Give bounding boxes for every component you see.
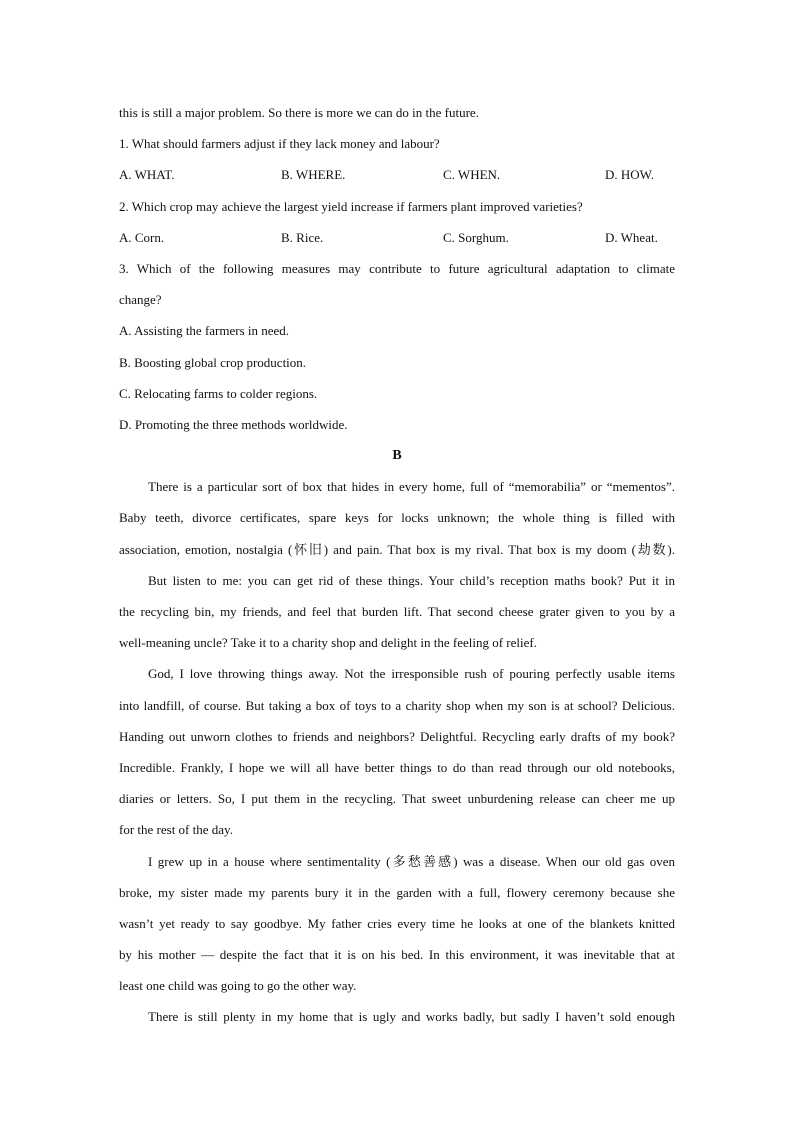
- question-1-option-b[interactable]: B. WHERE.: [281, 167, 346, 183]
- question-3-stem-line-1: 3. Which of the following measures may contribute to future agricultural adaptation to climate: [119, 260, 675, 276]
- question-3-stem-line-2: change?: [119, 292, 162, 308]
- question-2-stem: 2. Which crop may achieve the largest yield increase if farmers plant improved varieties?: [119, 198, 583, 214]
- question-1-option-c[interactable]: C. WHEN.: [443, 167, 501, 183]
- question-2-option-b[interactable]: B. Rice.: [281, 229, 324, 245]
- paragraph-line: by his mother — despite the fact that it is on his bed. In this environment, it was inevitable that at: [119, 947, 675, 963]
- question-1-option-a[interactable]: A. WHAT.: [119, 167, 175, 183]
- passage-paragraph-1: [119, 471, 675, 565]
- question-2-option-a[interactable]: A. Corn.: [119, 229, 165, 245]
- question-2-option-c[interactable]: C. Sorghum.: [443, 229, 509, 245]
- paragraph-line: wasn’t yet ready to say goodbye. My father cries every time he looks at one of the blankets knitted: [119, 915, 675, 931]
- question-2-options: [119, 222, 675, 253]
- paragraph-line: least one child was going to go the other way.: [119, 978, 357, 994]
- document-page: [119, 97, 675, 1033]
- paragraph-line: There is still plenty in my home that is ugly and works badly, but sadly I haven’t sold enough: [148, 1009, 675, 1025]
- passage-paragraph-4: [119, 846, 675, 1002]
- paragraph-line: Baby teeth, divorce certificates, spare keys for locks unknown; the whole thing is filled with: [119, 510, 675, 526]
- carryover-text: this is still a major problem. So there is more we can do in the future.: [119, 105, 479, 120]
- paragraph-line: association, emotion, nostalgia (怀旧) and pain. That box is my rival. That box is my doom (劫数).: [119, 541, 675, 557]
- question-3-option-b[interactable]: B. Boosting global crop production.: [119, 354, 307, 370]
- question-3-option-c[interactable]: C. Relocating farms to colder regions.: [119, 385, 318, 401]
- question-2-option-d[interactable]: D. Wheat.: [605, 229, 658, 245]
- paragraph-line: for the rest of the day.: [119, 822, 233, 838]
- section-b-title: B: [392, 448, 402, 464]
- paragraph-line: well-meaning uncle? Take it to a charity shop and delight in the feeling of relief.: [119, 635, 537, 651]
- paragraph-line: into landfill, of course. But taking a box of toys to a charity shop when my son is at school? Delicious.: [119, 697, 675, 713]
- paragraph-line: broke, my sister made my parents bury it in the garden with a full, flowery ceremony because she: [119, 884, 675, 900]
- question-1-stem: 1. What should farmers adjust if they lack money and labour?: [119, 136, 440, 152]
- paragraph-line: diaries or letters. So, I put them in the recycling. That sweet unburdening release can cheer me up: [119, 791, 675, 807]
- paragraph-line: the recycling bin, my friends, and feel that burden lift. That second cheese grater given to you by a: [119, 604, 675, 619]
- passage-paragraph-5: [119, 1001, 675, 1032]
- paragraph-line: I grew up in a house where sentimentality (多愁善感) was a disease. When our old gas oven: [148, 853, 675, 869]
- paragraph-line: Handing out unworn clothes to friends and neighbors? Delightful. Recycling early drafts of my book?: [119, 728, 675, 744]
- paragraph-line: But listen to me: you can get rid of these things. Your child’s reception maths book? Put it in: [148, 572, 675, 588]
- question-1-option-d[interactable]: D. HOW.: [605, 167, 654, 183]
- paragraph-line: God, I love throwing things away. Not the irresponsible rush of pouring perfectly usable items: [148, 666, 675, 682]
- question-3-option-a[interactable]: A. Assisting the farmers in need.: [119, 323, 290, 339]
- question-3-option-d[interactable]: D. Promoting the three methods worldwide.: [119, 416, 348, 432]
- question-1-options: [119, 159, 675, 190]
- passage-paragraph-3: [119, 658, 675, 845]
- paragraph-line: Incredible. Frankly, I hope we will all have better things to do than read through our old notebooks,: [119, 759, 675, 775]
- passage-paragraph-2: [119, 565, 675, 659]
- paragraph-line: There is a particular sort of box that hides in every home, full of “memorabilia” or “mementos”.: [148, 479, 675, 495]
